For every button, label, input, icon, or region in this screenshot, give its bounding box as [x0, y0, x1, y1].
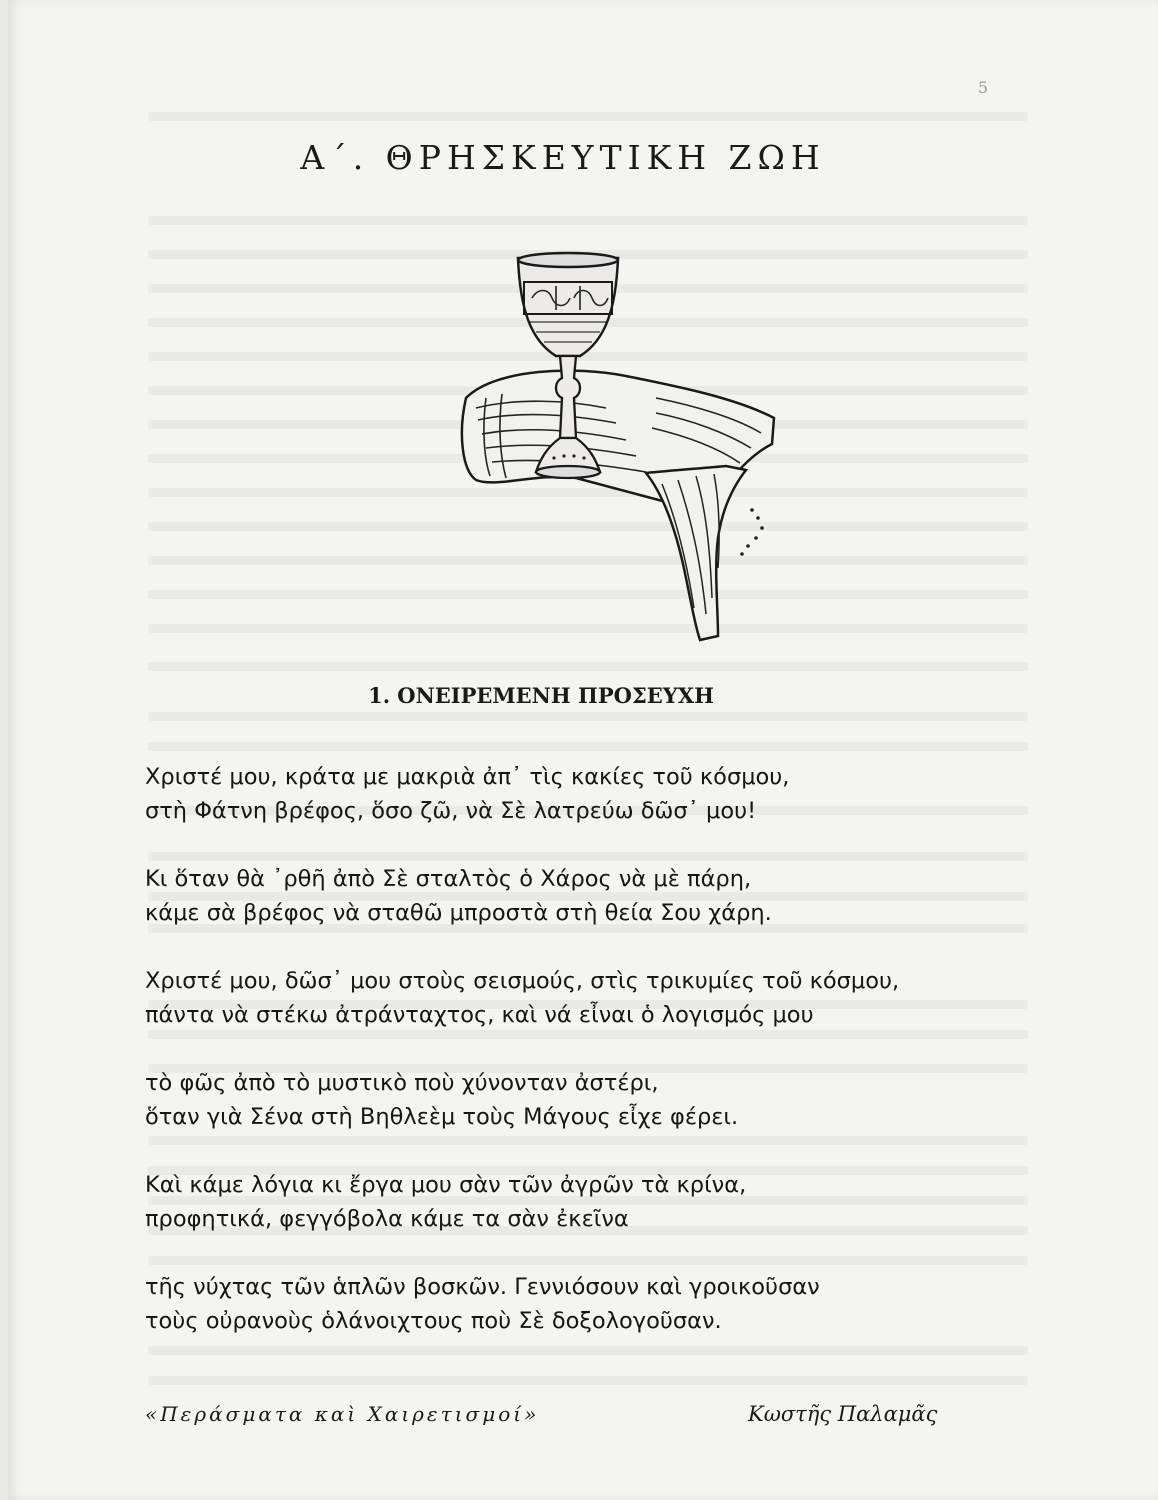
book-page [8, 0, 1158, 1500]
stanza [145, 1066, 1045, 1134]
stanza [145, 1270, 1045, 1338]
poem-title: 1. ΟΝΕΙΡΕΜΕΝΗ ΠΡΟΣΕΥΧΗ [368, 683, 714, 708]
stanza [145, 862, 1045, 930]
verse-line: τοὺς οὐρανοὺς ὁλάνοιχτους ποὺ Σὲ δοξολογοῦσαν. [145, 1308, 722, 1334]
verse-line: Κι ὅταν θὰ ᾽ρθῆ ἀπὸ Σὲ σταλτὸς ὁ Χάρος νὰ μὲ πάρη, [145, 866, 752, 892]
stanza [145, 964, 1045, 1032]
verse-line: Χριστέ μου, δῶσ᾽ μου στοὺς σεισμούς, στὶς τρικυμίες τοῦ κόσμου, [145, 968, 900, 994]
verse-line: Καὶ κάμε λόγια κι ἔργα μου σὰν τῶν ἀγρῶν τὰ κρίνα, [145, 1172, 747, 1198]
verse-line: τῆς νύχτας τῶν ἁπλῶν βοσκῶν. Γεννιόσουν καὶ γροικοῦσαν [145, 1274, 820, 1300]
chapter-title: Α΄. ΘΡΗΣΚΕΥΤΙΚΗ ΖΩΗ [300, 138, 826, 177]
verse-line: τὸ φῶς ἀπὸ τὸ μυστικὸ ποὺ χύνονταν ἀστέρι, [145, 1070, 659, 1096]
verse-line: στὴ Φάτνη βρέφος, ὅσο ζῶ, νὰ Σὲ λατρεύω δῶσ᾽ μου! [145, 798, 757, 824]
verse-line: κάμε σὰ βρέφος νὰ σταθῶ μπροστὰ στὴ θεία Σου χάρη. [145, 900, 772, 926]
poem-body [145, 760, 1045, 1372]
verse-line: Χριστέ μου, κράτα με μακριὰ ἀπ᾽ τὶς κακίες τοῦ κόσμου, [145, 764, 790, 790]
poem-author: Κωστῆς Παλαμᾶς [748, 1402, 938, 1426]
verse-line: προφητικά, φεγγόβολα κάμε τα σὰν ἐκεῖνα [145, 1206, 629, 1232]
page-number: 5 [977, 78, 988, 97]
verse-line: ὅταν γιὰ Σένα στὴ Βηθλεὲμ τοὺς Μάγους εἶχε φέρει. [145, 1104, 739, 1130]
verse-line: πάντα νὰ στέκω ἀτράνταχτος, καὶ νά εἶναι ὁ λογισμός μου [145, 1002, 814, 1028]
poem-source: «Περάσματα καὶ Χαιρετισμοί» [145, 1402, 540, 1426]
stanza [145, 1168, 1045, 1236]
stanza [145, 760, 1045, 828]
chalice-icon [456, 248, 786, 648]
